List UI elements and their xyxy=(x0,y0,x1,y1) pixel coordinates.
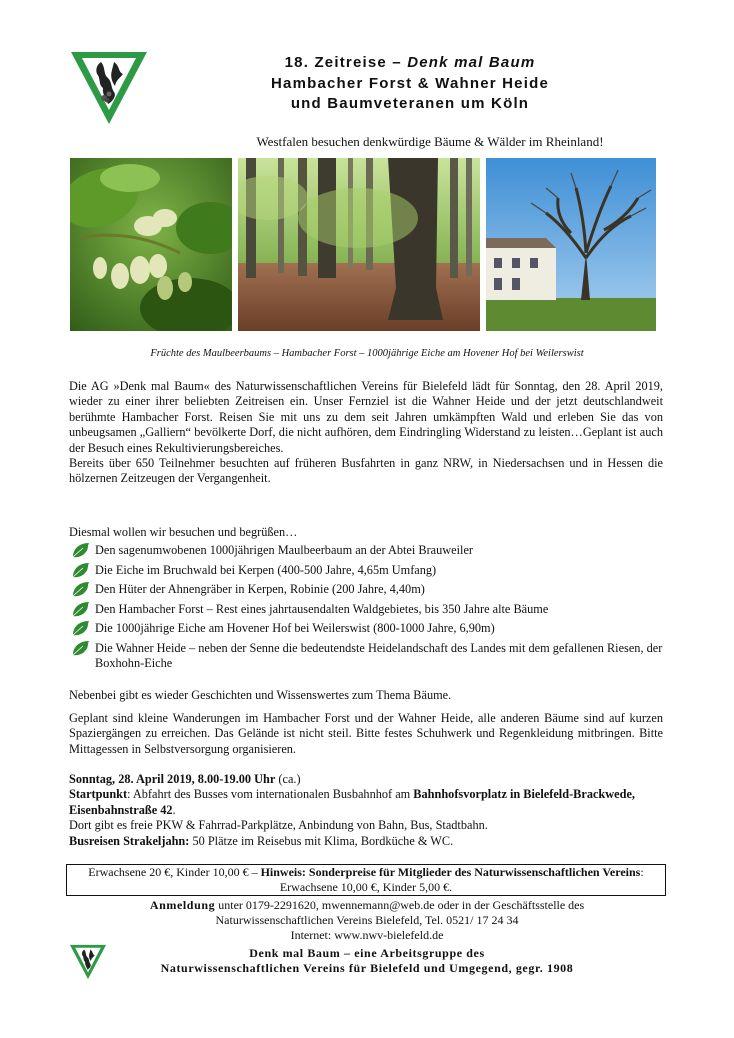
logo-icon xyxy=(68,48,150,128)
leaf-icon xyxy=(71,561,91,579)
extra-paragraph-2: Geplant sind kleine Wanderungen im Hambacher Forst und der Wahner Heide, alle anderen Bäume sind auf kurzen Spaziergängen zu erreichen. Das Gelände ist nicht steil. Bitte festes Schuhwerk und Regenkleidung mitbringen. Bitte Mittagessen in Selbstversorgung organisieren. xyxy=(69,711,663,756)
leaf-icon xyxy=(71,619,91,637)
list-item: Die Wahner Heide – neben der Senne die bedeutendste Heidelandschaft des Landes mit dem gefallenen Riesen, der Boxhohn-Eiche xyxy=(69,641,669,671)
start-point: Startpunkt: Abfahrt des Busses vom internationalen Busbahnhof am Bahnhofsvorplatz in Bielefeld-Brackwede, Eisenbahnstraße 42. xyxy=(69,787,635,817)
visit-list xyxy=(69,543,669,676)
list-item: Den Hambacher Forst – Rest eines jahrtausendalten Waldgebietes, bis 350 Jahre alte Bäume xyxy=(69,602,669,617)
contact-section xyxy=(70,898,664,943)
page-title-line2: Hambacher Forst & Wahner Heide xyxy=(271,75,549,92)
footer-line-2: Naturwissenschaftlichen Vereins für Bielefeld und Umgegend, gegr. 1908 xyxy=(160,961,574,975)
price-box: Erwachsene 20 €, Kinder 10,00 € – Hinweis: Sonderpreise für Mitglieder des Naturwissenschaftlichen Vereins: Erwachsene 10,00 €, Kinder 5,00 €. xyxy=(66,864,666,896)
intro-paragraph-2: Bereits über 650 Teilnehmer besuchten auf früheren Busfahrten in ganz NRW, in Niedersachsen und in Hessen die hölzernen Zeitzeugen der Vergangenheit. xyxy=(69,456,663,486)
bus-info: Busreisen Strakeljahn: 50 Plätze im Reisebus mit Klima, Bordküche & WC. xyxy=(69,833,454,848)
photo-caption: Früchte des Maulbeerbaums – Hambacher Forst – 1000jährige Eiche am Hovener Hof bei Weilerswist xyxy=(150,348,584,359)
page-title-line3: und Baumveteranen um Köln xyxy=(290,95,530,112)
list-item: Die 1000jährige Eiche am Hovener Hof bei Weilerswist (800-1000 Jahre, 6,90m) xyxy=(69,621,669,636)
visit-heading: Diesmal wollen wir besuchen und begrüßen… xyxy=(69,525,298,539)
intro-section xyxy=(69,379,663,487)
parking-info: Dort gibt es freie PKW & Fahrrad-Parkplätze, Anbindung von Bahn, Bus, Stadtbahn. xyxy=(69,818,488,833)
leaf-icon xyxy=(71,580,91,598)
list-item: Die Eiche im Bruchwald bei Kerpen (400-500 Jahre, 4,65m Umfang) xyxy=(69,563,669,578)
footer xyxy=(80,946,654,976)
subtitle: Westfalen besuchen denkwürdige Bäume & Wälder im Rheinland! xyxy=(256,134,604,149)
contact-line-1: Anmeldung unter 0179-2291620, mwennemann@web.de oder in der Geschäftsstelle des xyxy=(149,898,585,912)
photo-mulberry xyxy=(70,158,232,331)
intro-paragraph-1: Die AG »Denk mal Baum« des Naturwissenschaftlichen Vereins für Bielefeld lädt für Sonntag, den 28. April 2019, wieder zu einer ihrer beliebten Zeitreisen ein. Unser Fernziel ist die Wahner Heide und der jetzt deutschlandweit berühmte Hambacher Forst. Reisen Sie mit uns zu dem seit Jahren umkämpften Wald und erleben Sie das von unbeugsamen „Galliern“ bevölkerte Dorf, die nicht aufhören, dem Eindringling Widerstand zu leisten…Geplant ist auch der Besuch eines Rekultivierungsbereiches. xyxy=(69,379,663,455)
extra-paragraph-1: Nebenbei gibt es wieder Geschichten und Wissenswertes zum Thema Bäume. xyxy=(69,688,452,702)
details-section xyxy=(69,772,663,849)
leaf-icon xyxy=(71,600,91,618)
event-date: Sonntag, 28. April 2019, 8.00-19.00 Uhr (ca.) xyxy=(69,772,301,786)
photo-hambach-forest xyxy=(238,158,480,331)
list-item: Den sagenumwobenen 1000jährigen Maulbeerbaum an der Abtei Brauweiler xyxy=(69,543,669,558)
list-item: Den Hüter der Ahnengräber in Kerpen, Robinie (200 Jahre, 4,40m) xyxy=(69,582,669,597)
leaf-icon xyxy=(71,639,91,657)
leaf-icon xyxy=(71,541,91,559)
photo-oak-hovener-hof xyxy=(486,158,656,331)
page-title: 18. Zeitreise – Denk mal Baum xyxy=(284,54,536,71)
contact-website[interactable]: Internet: www.nwv-bielefeld.de xyxy=(290,928,444,942)
footer-line-1: Denk mal Baum – eine Arbeitsgruppe des xyxy=(249,946,485,960)
contact-line-2: Naturwissenschaftlichen Vereins Bielefeld, Tel. 0521/ 17 24 34 xyxy=(215,913,519,927)
